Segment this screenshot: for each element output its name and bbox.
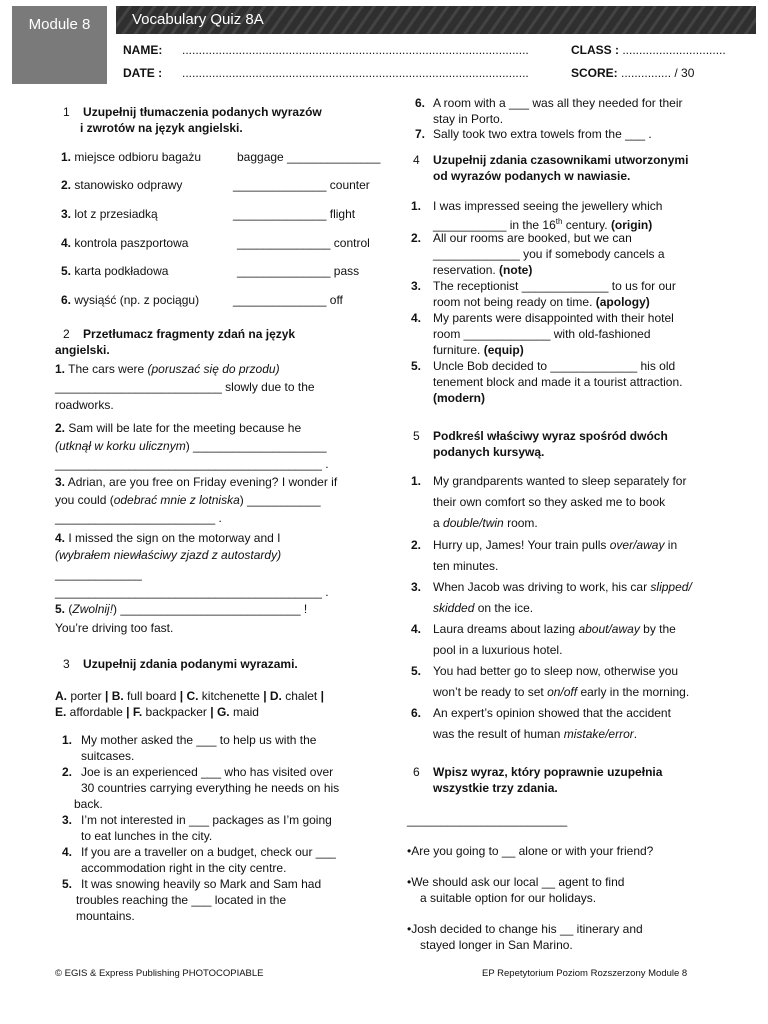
- ex3-item-4-number: 4.: [62, 845, 73, 859]
- ex1-item-1: [61, 149, 201, 165]
- ex1-item-answer[interactable]: ______________ pass: [237, 264, 360, 278]
- ex3-heading: [63, 656, 298, 672]
- ex3-item-5-text: mountains.: [76, 909, 135, 923]
- ex4-item-2c: reservation. (note): [433, 263, 533, 277]
- ex5-num-2: 2.: [411, 538, 422, 552]
- ex3-item-3-text[interactable]: I’m not interested in ___ packages as I’m going: [81, 813, 332, 827]
- ex1-item-number: 1.: [61, 150, 72, 164]
- score-row: [571, 66, 694, 80]
- ex1-item-polish: wysiąść (np. z pociągu): [74, 293, 200, 307]
- ex3-item-7-number: 7.: [415, 127, 426, 141]
- ex6-number: 6: [413, 765, 420, 779]
- ex3-item-4-text[interactable]: If you are a traveller on a budget, check our ___: [81, 845, 336, 859]
- ex4-item-1a: I was impressed seeing the jewellery which: [433, 199, 663, 213]
- ex1-item-polish: miejsce odbioru bagażu: [74, 150, 202, 164]
- ex2-item-2-answer[interactable]: (utknął w korku ulicznym) ____________________: [55, 439, 327, 453]
- ex2-item-4: 4. I missed the sign on the motorway and I: [55, 531, 281, 545]
- ex1-item-polish: kontrola paszportowa: [74, 236, 189, 250]
- ex1-item-polish: karta podkładowa: [74, 264, 169, 278]
- ex3-item-6-text[interactable]: A room with a ___ was all they needed for their: [433, 96, 683, 110]
- ex5-item-6a: An expert’s opinion showed that the accident: [433, 706, 671, 720]
- ex5-heading: [413, 428, 668, 444]
- ex6-bullet-2b: a suitable option for our holidays.: [420, 891, 597, 905]
- ex1-item-5: [61, 263, 168, 279]
- ex2-item-5[interactable]: 5. (Zwolnij!) ___________________________ !: [55, 602, 308, 616]
- ex3-item-5-text: troubles reaching the ___ located in the: [76, 893, 287, 907]
- ex6-answer-line[interactable]: ________________________: [407, 813, 568, 827]
- class-dots[interactable]: ...............................: [622, 43, 726, 57]
- ex1-item-number: 5.: [61, 264, 72, 278]
- ex5-choice-6[interactable]: mistake/error: [563, 727, 634, 741]
- ex4-item-5c: (modern): [433, 391, 485, 405]
- ex5-choice-2[interactable]: over/away: [609, 538, 665, 552]
- date-dots: ........................................................................................................: [182, 66, 529, 80]
- ex1-item-2: [61, 177, 182, 193]
- ex3-option-part: |: [320, 689, 324, 703]
- ex5-choice-1[interactable]: double/twin: [443, 516, 504, 530]
- ex3-option-part: A.: [55, 689, 67, 703]
- ex5-num-3: 3.: [411, 580, 422, 594]
- ex5-item-5b: won’t be ready to set on/off early in the morning.: [433, 685, 690, 699]
- ex1-title-line2: i zwrotów na język angielski.: [80, 121, 243, 135]
- ex1-item-answer[interactable]: ______________ counter: [233, 178, 370, 192]
- class-row: [571, 43, 726, 57]
- ex3-option-part: kitchenette: [198, 689, 264, 703]
- ex3-option-part: maid: [229, 705, 259, 719]
- ex5-num-4: 4.: [411, 622, 422, 636]
- ex1-item-3: [61, 206, 158, 222]
- ex6-heading: [413, 764, 662, 780]
- ex4-title-line2: od wyrazów podanych w nawiasie.: [433, 169, 631, 183]
- ex4-item-3b: room not being ready on time. (apology): [433, 295, 650, 309]
- ex3-item-2-text[interactable]: Joe is an experienced ___ who has visited over: [81, 765, 334, 779]
- ex2-item-2: 2. Sam will be late for the meeting because he: [55, 421, 302, 435]
- ex4-heading: [413, 152, 688, 168]
- ex3-option-part: | C.: [179, 689, 199, 703]
- ex5-item-5a: You had better go to sleep now, otherwise you: [433, 664, 679, 678]
- ex3-item-1-text[interactable]: My mother asked the ___ to help us with the: [81, 733, 317, 747]
- ex3-title: Uzupełnij zdania podanymi wyrazami.: [83, 657, 298, 671]
- ex3-option-part: full board: [123, 689, 180, 703]
- name-field[interactable]: [182, 43, 529, 57]
- ex5-item-2c: ten minutes.: [433, 559, 499, 573]
- ex4-num-1: 1.: [411, 199, 422, 213]
- ex5-num-1: 1.: [411, 474, 422, 488]
- ex2-heading: [63, 326, 295, 342]
- ex4-num-2: 2.: [411, 231, 422, 245]
- ex3-options-line1: [55, 688, 324, 704]
- ex2-item-3-answer[interactable]: you could (odebrać mnie z lotniska) ___________: [55, 493, 321, 507]
- ex5-title-line1: Podkreśl właściwy wyraz spośród dwóch: [433, 429, 668, 443]
- ex1-item-4: [61, 235, 188, 251]
- ex3-item-1-text: suitcases.: [81, 749, 135, 763]
- ex1-item-answer[interactable]: ______________ off: [233, 293, 343, 307]
- ex4-item-4a: My parents were disappointed with their hotel: [433, 311, 674, 325]
- ex3-item-3-text: to eat lunches in the city.: [81, 829, 213, 843]
- ex3-option-part: chalet: [281, 689, 321, 703]
- ex4-number: 4: [413, 153, 420, 167]
- ex3-item-6-number: 6.: [415, 96, 426, 110]
- ex5-title-line2: podanych kursywą.: [433, 445, 545, 459]
- ex2-item-1: 1. The cars were (poruszać się do przodu): [55, 362, 280, 376]
- ex2-number: 2: [63, 327, 70, 341]
- ex1-item-answer[interactable]: baggage ______________: [237, 150, 381, 164]
- ex3-option-part: E.: [55, 705, 67, 719]
- ex2-item-4-hint: (wybrałem niewłaściwy zjazd z autostardy): [55, 548, 282, 562]
- ex3-option-part: porter: [67, 689, 106, 703]
- ex1-item-polish: stanowisko odprawy: [74, 178, 183, 192]
- ex3-item-5-number: 5.: [62, 877, 73, 891]
- ex2-item-1-answer[interactable]: _________________________ slowly due to the: [55, 380, 315, 394]
- ex5-choice-3b[interactable]: skidded: [433, 601, 475, 615]
- date-row: [123, 66, 162, 80]
- ex3-item-3-number: 3.: [62, 813, 73, 827]
- ex4-item-4b[interactable]: room _____________ with old-fashioned: [433, 327, 651, 341]
- ex4-num-5: 5.: [411, 359, 422, 373]
- ex3-item-2-text: back.: [74, 797, 103, 811]
- ex5-choice-3a[interactable]: slipped/: [650, 580, 692, 594]
- ex4-num-4: 4.: [411, 311, 422, 325]
- ex5-item-2a: Hurry up, James! Your train pulls over/away in: [433, 538, 678, 552]
- ex1-number: 1: [63, 105, 70, 119]
- name-row: [123, 43, 162, 57]
- ex5-item-3b: skidded on the ice.: [433, 601, 534, 615]
- ex6-bullet-1: •Are you going to __ alone or with your friend?: [407, 844, 654, 858]
- ex1-item-number: 3.: [61, 207, 72, 221]
- ex1-item-number: 6.: [61, 293, 72, 307]
- ex3-option-part: | G.: [210, 705, 230, 719]
- ex3-item-4-text: accommodation right in the city centre.: [81, 861, 287, 875]
- ex6-title-line1: Wpisz wyraz, który poprawnie uzupełnia: [433, 765, 663, 779]
- ex3-option-part: | B.: [105, 689, 124, 703]
- ex2-item-3: 3. Adrian, are you free on Friday evening? I wonder if: [55, 475, 338, 489]
- ex4-title-line1: Uzupełnij zdania czasownikami utworzonymi: [433, 153, 689, 167]
- ex2-item-5-end: You’re driving too fast.: [55, 621, 174, 635]
- ex4-item-1b[interactable]: ___________ in the 16th century. (origin): [433, 217, 653, 232]
- ex5-item-1a: My grandparents wanted to sleep separately for: [433, 474, 687, 488]
- date-field[interactable]: [182, 66, 529, 80]
- ex1-title-line1: Uzupełnij tłumaczenia podanych wyrazów: [83, 105, 322, 119]
- ex3-option-part: backpacker: [142, 705, 211, 719]
- quiz-title: Vocabulary Quiz 8A: [132, 11, 264, 28]
- footer-copyright: © EGIS & Express Publishing PHOTOCOPIABLE: [55, 968, 264, 979]
- ex1-item-number: 2.: [61, 178, 72, 192]
- ex6-bullet-3b: stayed longer in San Marino.: [420, 938, 573, 952]
- ex2-item-1-end: roadworks.: [55, 398, 114, 412]
- ex2-title-line1: Przetłumacz fragmenty zdań na język: [83, 327, 296, 341]
- ex3-item-7-text[interactable]: Sally took two extra towels from the ___ .: [433, 127, 652, 141]
- ex4-item-3a[interactable]: The receptionist _____________ to us for our: [433, 279, 676, 293]
- ex3-option-part: affordable: [66, 705, 127, 719]
- date-label: DATE :: [123, 66, 163, 80]
- ex5-item-1c: a double/twin room.: [433, 516, 538, 530]
- ex4-item-2b[interactable]: _____________ you if somebody cancels a: [433, 247, 665, 261]
- score-dots[interactable]: ............... / 30: [621, 66, 695, 80]
- ex2-item-4-end[interactable]: ________________________________________ .: [55, 585, 329, 599]
- ex2-title-line2: angielski.: [55, 343, 110, 357]
- ex5-choice-4[interactable]: about/away: [578, 622, 640, 636]
- ex6-title-line2: wszystkie trzy zdania.: [433, 781, 558, 795]
- ex5-choice-5[interactable]: on/off: [547, 685, 578, 699]
- ex3-item-2-number: 2.: [62, 765, 73, 779]
- ex1-heading: [63, 104, 322, 120]
- ex5-number: 5: [413, 429, 420, 443]
- ex1-item-answer[interactable]: ______________ flight: [233, 207, 356, 221]
- ex3-option-part: | D.: [263, 689, 282, 703]
- ex2-item-2-end[interactable]: ________________________________________ .: [55, 457, 329, 471]
- ex5-num-5: 5.: [411, 664, 422, 678]
- quiz-title-bar: [116, 6, 756, 34]
- ex3-item-5-text[interactable]: It was snowing heavily so Mark and Sam had: [81, 877, 322, 891]
- ex4-item-4c: furniture. (equip): [433, 343, 524, 357]
- ex5-item-6b: was the result of human mistake/error.: [433, 727, 638, 741]
- module-label: Module 8: [28, 16, 91, 33]
- ex3-options-line2: [55, 704, 259, 720]
- ex5-item-4c: pool in a luxurious hotel.: [433, 643, 563, 657]
- ex6-bullet-3a: •Josh decided to change his __ itinerary and: [407, 922, 643, 936]
- class-label: CLASS :: [571, 43, 619, 57]
- ex3-item-6-text: stay in Porto.: [433, 112, 504, 126]
- ex1-item-6: [61, 292, 199, 308]
- ex1-item-polish: lot z przesiadką: [74, 207, 158, 221]
- ex2-item-3-end[interactable]: ________________________ .: [55, 511, 222, 525]
- footer-book-title: EP Repetytorium Poziom Rozszerzony Module 8: [482, 968, 688, 979]
- score-label: SCORE:: [571, 66, 618, 80]
- ex5-num-6: 6.: [411, 706, 422, 720]
- ex4-item-5a[interactable]: Uncle Bob decided to _____________ his old: [433, 359, 676, 373]
- ex2-item-4-answer[interactable]: _____________: [55, 567, 142, 581]
- ex4-num-3: 3.: [411, 279, 422, 293]
- name-dots: ........................................................................................................: [182, 43, 529, 57]
- ex1-item-number: 4.: [61, 236, 72, 250]
- ex5-item-1b: their own comfort so they asked me to book: [433, 495, 666, 509]
- ex5-item-3a: When Jacob was driving to work, his car slipped/: [433, 580, 692, 594]
- ex1-item-answer[interactable]: ______________ control: [237, 236, 370, 250]
- ex4-item-5b: tenement block and made it a tourist attraction.: [433, 375, 683, 389]
- ex6-bullet-2a: •We should ask our local __ agent to find: [407, 875, 625, 889]
- ex4-item-2a: All our rooms are booked, but we can: [433, 231, 632, 245]
- ex3-item-1-number: 1.: [62, 733, 73, 747]
- ex3-option-part: | F.: [126, 705, 143, 719]
- ex5-item-4a: Laura dreams about lazing about/away by the: [433, 622, 676, 636]
- name-label: NAME:: [123, 43, 163, 57]
- ex3-number: 3: [63, 657, 70, 671]
- ex3-item-2-text: 30 countries carrying everything he needs on his: [81, 781, 340, 795]
- module-tab: [12, 6, 107, 84]
